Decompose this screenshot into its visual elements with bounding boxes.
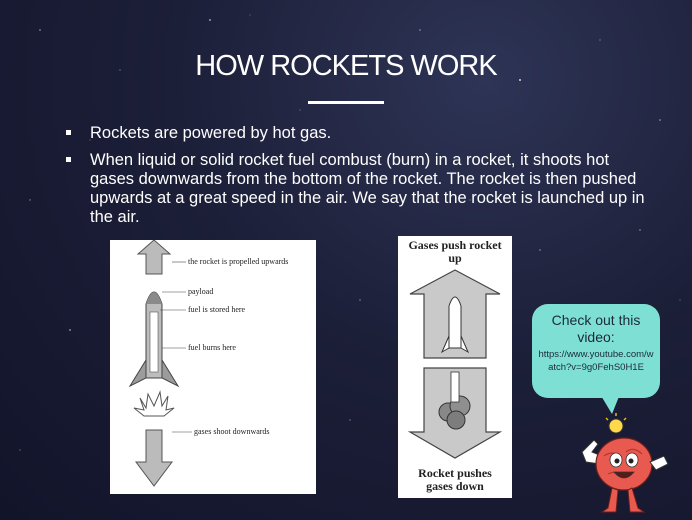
bullet-item <box>66 124 646 143</box>
rocket-propulsion-illustration <box>110 240 316 494</box>
rocket-diagram-left <box>110 240 316 494</box>
action-reaction-illustration <box>398 236 512 498</box>
label-gases-down: gases shoot downwards <box>194 427 270 436</box>
label-gases-push: Gases push rocket up <box>408 238 502 265</box>
brain-mascot-icon <box>572 412 682 516</box>
label-fuel-burns: fuel burns here <box>188 343 236 352</box>
bullet-list <box>66 124 646 235</box>
bullet-text: Rockets are powered by hot gas. <box>90 124 332 142</box>
bullet-text: When liquid or solid rocket fuel combust (burn) in a rocket, it shoots hot gases downwards from the bottom of the rocket. The rocket is then pushed upwards at a great speed in the air. We say that the rocket is launched up in the air. <box>90 151 645 226</box>
label-propelled: the rocket is propelled upwards <box>188 257 289 266</box>
label-rocket-pushes: Rocket pushes gases down <box>418 466 492 493</box>
video-link[interactable]: https://www.youtube.com/watch?v=9g0FehS0H1E <box>538 349 654 373</box>
bullet-marker <box>66 157 71 162</box>
rocket-diagram-right <box>398 236 512 498</box>
callout-title: Check out this video: <box>551 312 641 345</box>
label-payload: payload <box>188 287 214 296</box>
slide-title: HOW ROCKETS WORK <box>195 50 497 82</box>
title-underline <box>308 101 384 104</box>
bullet-marker <box>66 130 71 135</box>
video-callout <box>532 304 660 398</box>
label-fuel-stored: fuel is stored here <box>188 305 246 314</box>
bullet-item <box>66 151 646 227</box>
